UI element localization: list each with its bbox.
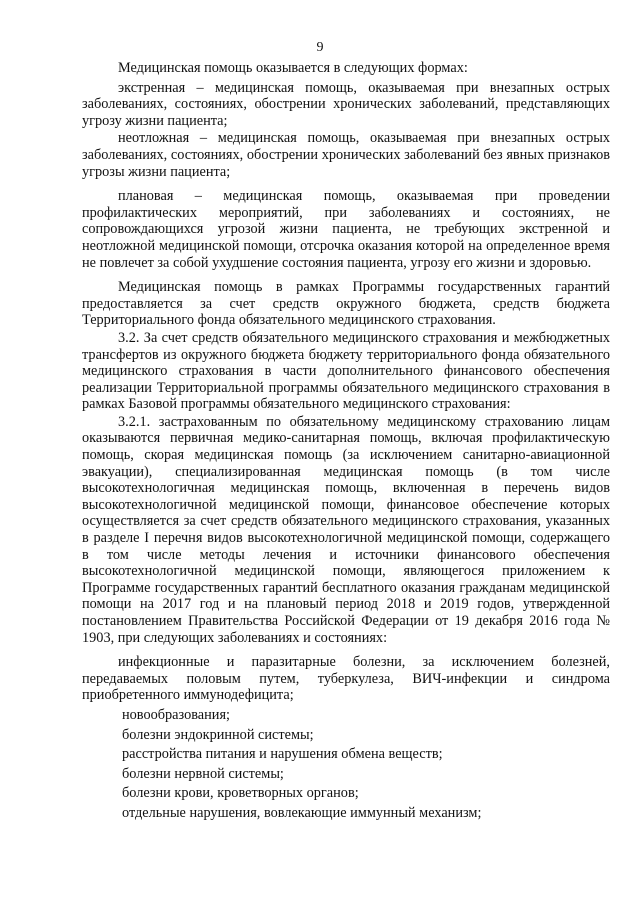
page-number: 9 bbox=[316, 40, 324, 55]
form-emergency-paragraph: экстренная – медицинская помощь, оказываемая при внезапных острых заболеваниях, состояниях, обострении хронических заболеваний, представляющих угрозу жизни пациента; bbox=[82, 79, 610, 129]
section-3-2-1-paragraph: 3.2.1. застрахованным по обязательному медицинскому страхованию лицам оказываются первичная медико-санитарная помощь, включая профилактическую помощь, скорая медицинская помощь (за исключением санитарно-авиационной эвакуации), специализированная медицинская помощь (в том числе высокотехнологичная медицинская помощь, включенная в перечень видов высокотехнологичной медицинской помощи, финансовое обеспечение которых осуществляется за счет средств обязательного медицинского страхования, указанных в разделе I перечня видов высокотехнологичной медицинской помощи, содержащего в том числе методы лечения и источники финансового обеспечения высокотехнологичной медицинской помощи, являющегося приложением к Программе государственных гарантий бесплатного оказания гражданам медицинской помощи на 2017 год и на плановый период 2018 и 2019 годов, утвержденной постановлением Правительства Российской Федерации от 19 декабря 2016 года № 1903, при следующих заболеваниях и состояниях: bbox=[82, 413, 610, 646]
intro-paragraph: Медицинская помощь оказывается в следующих формах: bbox=[118, 60, 468, 76]
list-item: новообразования; bbox=[122, 706, 230, 723]
list-item: болезни крови, кроветворных органов; bbox=[122, 785, 359, 802]
list-item: болезни эндокринной системы; bbox=[122, 726, 314, 743]
list-item: расстройства питания и нарушения обмена веществ; bbox=[122, 746, 443, 763]
conditions-list bbox=[82, 707, 610, 822]
document-body bbox=[82, 60, 610, 822]
funding-paragraph: Медицинская помощь в рамках Программы государственных гарантий предоставляется за счет средств окружного бюджета, средств бюджета Территориального фонда обязательного медицинского страхования. bbox=[82, 279, 610, 329]
list-item: отдельные нарушения, вовлекающие иммунный механизм; bbox=[122, 804, 482, 821]
section-3-2-paragraph: 3.2. За счет средств обязательного медицинского страхования и межбюджетных трансфертов из окружного бюджета бюджету территориального фонда обязательного медицинского страхования в части дополнительного финансового обеспечения реализации Территориальной программы обязательного медицинского страхования в рамках Базовой программы обязательного медицинского страхования: bbox=[82, 329, 610, 413]
list-item: болезни нервной системы; bbox=[122, 765, 284, 782]
form-planned-paragraph: плановая – медицинская помощь, оказываемая при проведении профилактических мероприятий, при заболеваниях и состояниях, не сопровождающихся угрозой жизни пациента, не требующих экстренной и неотложной медицинской помощи, отсрочка оказания которой на определенное время не повлечет за собой ухудшение состояния пациента, угрозу его жизни и здоровью. bbox=[82, 188, 610, 271]
form-urgent-paragraph: неотложная – медицинская помощь, оказываемая при внезапных острых заболеваниях, состояниях, обострении хронических заболеваний без явных признаков угрозы жизни пациента; bbox=[82, 130, 610, 180]
infectious-diseases-paragraph: инфекционные и паразитарные болезни, за исключением болезней, передаваемых половым путем, туберкулеза, ВИЧ-инфекции и синдрома приобретенного иммунодефицита; bbox=[82, 654, 610, 704]
